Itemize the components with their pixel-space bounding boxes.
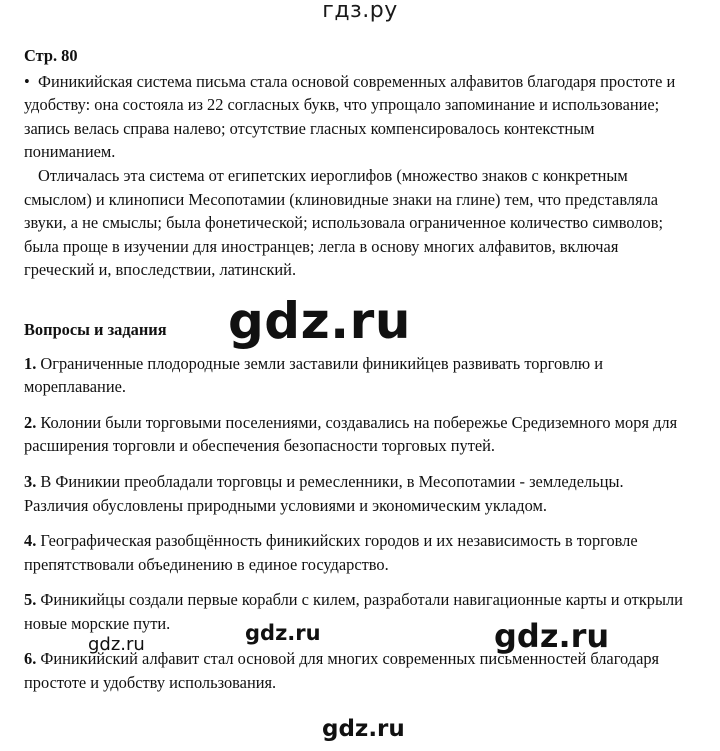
answer-item	[24, 352, 684, 399]
answer-number: 4.	[24, 531, 37, 551]
answer-number: 3.	[24, 471, 37, 491]
answer-number: 2.	[24, 412, 37, 432]
watermark-bottom: gdz.ru	[322, 716, 405, 742]
watermark-small: gdz.ru	[88, 634, 145, 655]
answer-text: Финикийцы создали первые корабли с килем, разработали навигационные карты и открыли новые морские пути.	[24, 590, 683, 633]
bullet-paragraph-text: Финикийская система письма стала основой современных алфавитов благодаря простоте и удобству: она состояла из 22 согласных букв, что упрощало запоминание и использование; запись велась справа налево; отсутствие гласных компенсировалось контекстным пониманием.	[24, 71, 676, 162]
answer-item	[24, 529, 684, 576]
answer-item	[24, 411, 684, 458]
answer-text: Ограниченные плодородные земли заставили финикийцев развивать торговлю и мореплавание.	[24, 353, 603, 397]
bullet-paragraph	[24, 70, 684, 164]
bullet-marker: •	[24, 71, 30, 91]
document-page	[24, 44, 684, 707]
site-header-title: гдз.ру	[322, 0, 398, 23]
comparison-paragraph: Отличалась эта система от египетских иероглифов (множество знаков с конкретным смыслом) и клинописи Месопотамии (клиновидные знаки на глине) тем, что представляла звуки, а не смыслы; была фонетической; использовала ограниченное количество символов; была проще в изучении для иностранцев; легла в основу многих алфавитов, включая греческий и, впоследствии, латинский.	[24, 165, 664, 280]
watermark-small-bold: gdz.ru	[245, 621, 321, 645]
answer-text: Географическая разобщённость финикийских городов и их независимость в торговле препятствовали объединению в единое государство.	[24, 531, 638, 574]
answer-item	[24, 470, 684, 517]
watermark-large: gdz.ru	[228, 292, 411, 350]
watermark-medium: gdz.ru	[494, 617, 610, 655]
section-title: Вопросы и задания	[24, 319, 167, 339]
answer-number: 5.	[24, 590, 37, 610]
answer-text: В Финикии преобладали торговцы и ремесленники, в Месопотамии - земледельцы. Различия обусловлены природными условиями и экономическим укладом.	[24, 471, 624, 515]
answer-text: Колонии были торговыми поселениями, создавались на побережье Средиземного моря для расширения торговли и обеспечения безопасности торговых путей.	[24, 412, 678, 456]
answer-text: Финикийский алфавит стал основой для многих современных письменностей благодаря простоте и удобству использования.	[24, 649, 660, 693]
page-number: Стр. 80	[24, 46, 78, 65]
answer-number: 6.	[24, 649, 37, 669]
answer-number: 1.	[24, 353, 37, 373]
